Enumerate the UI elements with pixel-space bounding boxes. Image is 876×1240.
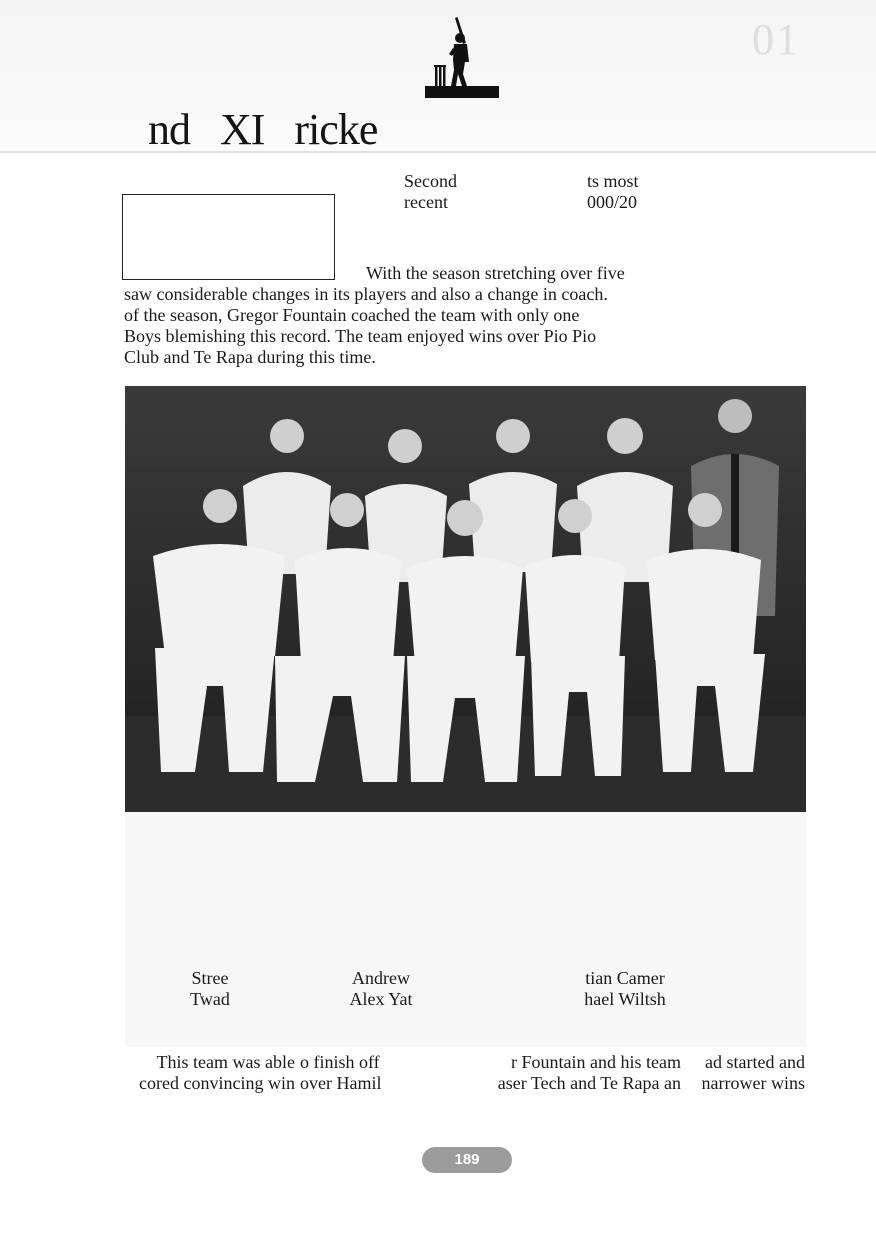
paragraph-line: With the season stretching over five — [366, 263, 625, 283]
cricket-batsman-icon — [423, 14, 501, 100]
intro-line: Second — [404, 171, 457, 191]
caption-area — [125, 812, 806, 1047]
body-paragraph — [124, 263, 664, 368]
corner-mark: 01 — [752, 15, 800, 64]
names-column-2 — [346, 968, 416, 1010]
intro-line: recent — [404, 192, 448, 212]
text-line: ad started and — [705, 1052, 805, 1072]
text-line: aser Tech and Te Rapa an — [497, 1073, 681, 1093]
header-rule — [0, 151, 876, 153]
names-column-1 — [188, 968, 232, 1010]
names-column-3 — [578, 968, 672, 1010]
text-line: r Fountain and his team — [511, 1052, 681, 1072]
paragraph-line: Club and Te Rapa during this time. — [124, 347, 376, 367]
page-number: 189 — [422, 1147, 512, 1173]
team-photo-graphic — [125, 386, 806, 812]
intro-right-text — [587, 171, 639, 213]
text-line: over Hamil — [300, 1073, 382, 1093]
name-line: tian Camer — [585, 968, 665, 988]
intro-line: ts most — [587, 171, 639, 191]
name-line: Stree — [191, 968, 229, 988]
paragraph-line: saw considerable changes in its players and also a change in coach. — [124, 284, 608, 304]
bottom-text-column-1 — [133, 1052, 295, 1094]
bottom-text-column-2 — [300, 1052, 400, 1094]
intro-left-text — [404, 171, 457, 213]
bottom-text-column-3 — [476, 1052, 681, 1094]
paragraph-line: of the season, Gregor Fountain coached the team with only one — [124, 305, 580, 325]
name-line: Alex Yat — [349, 989, 413, 1009]
text-line: narrower wins — [701, 1073, 805, 1093]
name-line: Andrew — [352, 968, 410, 988]
name-line: hael Wiltsh — [584, 989, 666, 1009]
name-line: Twad — [190, 989, 230, 1009]
bottom-text-column-4 — [692, 1052, 805, 1094]
team-photo — [125, 386, 806, 812]
text-line: o finish off — [300, 1052, 380, 1072]
text-line: This team was able — [156, 1052, 295, 1072]
text-line: cored convincing win — [139, 1073, 295, 1093]
intro-line: 000/20 — [587, 192, 638, 212]
page-title: nd XI ricke — [148, 105, 378, 154]
paragraph-line: Boys blemishing this record. The team enjoyed wins over Pio Pio — [124, 326, 597, 346]
